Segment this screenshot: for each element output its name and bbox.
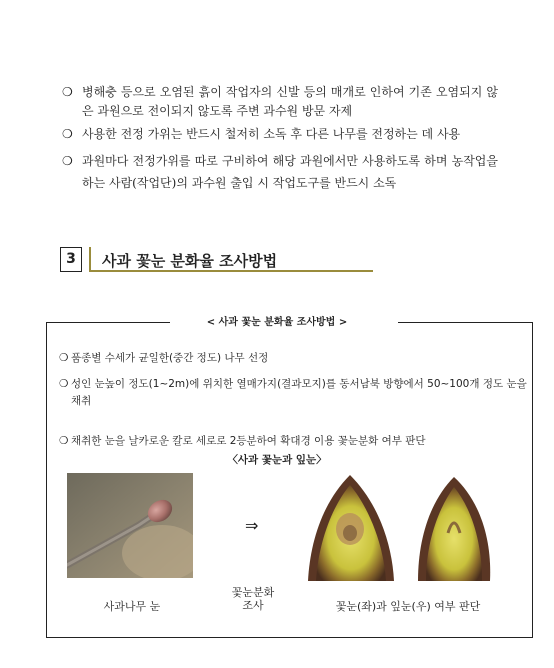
bullet-text: 병해충 등으로 오염된 흙이 작업자의 신발 등의 매개로 인하여 기존 오염되지 않은 과원으로 전이되지 않도록 주변 과수원 방문 자제 xyxy=(82,85,498,118)
box-title: < 사과 꽃눈 분화율 조사방법 > xyxy=(206,317,348,328)
bullet-text: 사용한 전정 가위는 반드시 철저히 소독 후 다른 나무를 전정하는 데 사용 xyxy=(82,127,461,141)
mid-label-line-1: 꽃눈분화 xyxy=(231,586,275,599)
bullet-mark: ❍ xyxy=(62,127,73,141)
section-title: 사과 꽃눈 분화율 조사방법 xyxy=(102,252,278,270)
box-item-mark: ❍ xyxy=(59,352,69,364)
bud-cross-section-photo xyxy=(300,473,510,581)
box-item xyxy=(59,350,529,367)
box-item-mark: ❍ xyxy=(59,378,69,390)
section-divider xyxy=(89,247,91,272)
bullet-mark: ❍ xyxy=(62,154,73,168)
section-underline xyxy=(91,270,373,272)
mid-label xyxy=(218,586,288,612)
apple-bud-photo xyxy=(67,473,193,578)
bullet-item xyxy=(62,150,498,194)
box-item-mark: ❍ xyxy=(59,435,69,447)
bullet-mark: ❍ xyxy=(62,85,73,99)
section-number: 3 xyxy=(60,247,82,272)
bullet-item xyxy=(62,83,498,121)
right-photo-label: 꽃눈(좌)과 잎눈(우) 여부 판단 xyxy=(335,600,481,613)
figure-caption: 〈사과 꽃눈과 잎눈〉 xyxy=(227,454,327,466)
box-item-text: 채취한 눈을 날카로운 칼로 세로로 2등분하여 확대경 이용 꽃눈분화 여부 판단 xyxy=(71,435,426,447)
box-item xyxy=(59,433,533,450)
bullet-text: 과원마다 전정가위를 따로 구비하여 해당 과원에서만 사용하도록 하며 농작업을 하는 사람(작업단)의 과수원 출입 시 작업도구를 반드시 소독 xyxy=(82,154,498,190)
mid-label-line-2: 조사 xyxy=(242,599,264,612)
box-item-text: 품종별 수세가 균일한(중간 정도) 나무 선정 xyxy=(71,352,269,364)
left-photo-label: 사과나무 눈 xyxy=(103,600,161,613)
arrow-icon: ⇒ xyxy=(245,516,259,535)
bullet-item xyxy=(62,125,498,144)
section-header xyxy=(60,247,373,272)
box-item xyxy=(59,376,533,410)
box-item-text: 성인 눈높이 정도(1~2m)에 위치한 열매가지(결과모지)를 동서남북 방향에서 50~100개 정도 눈을 채취 xyxy=(71,378,527,407)
